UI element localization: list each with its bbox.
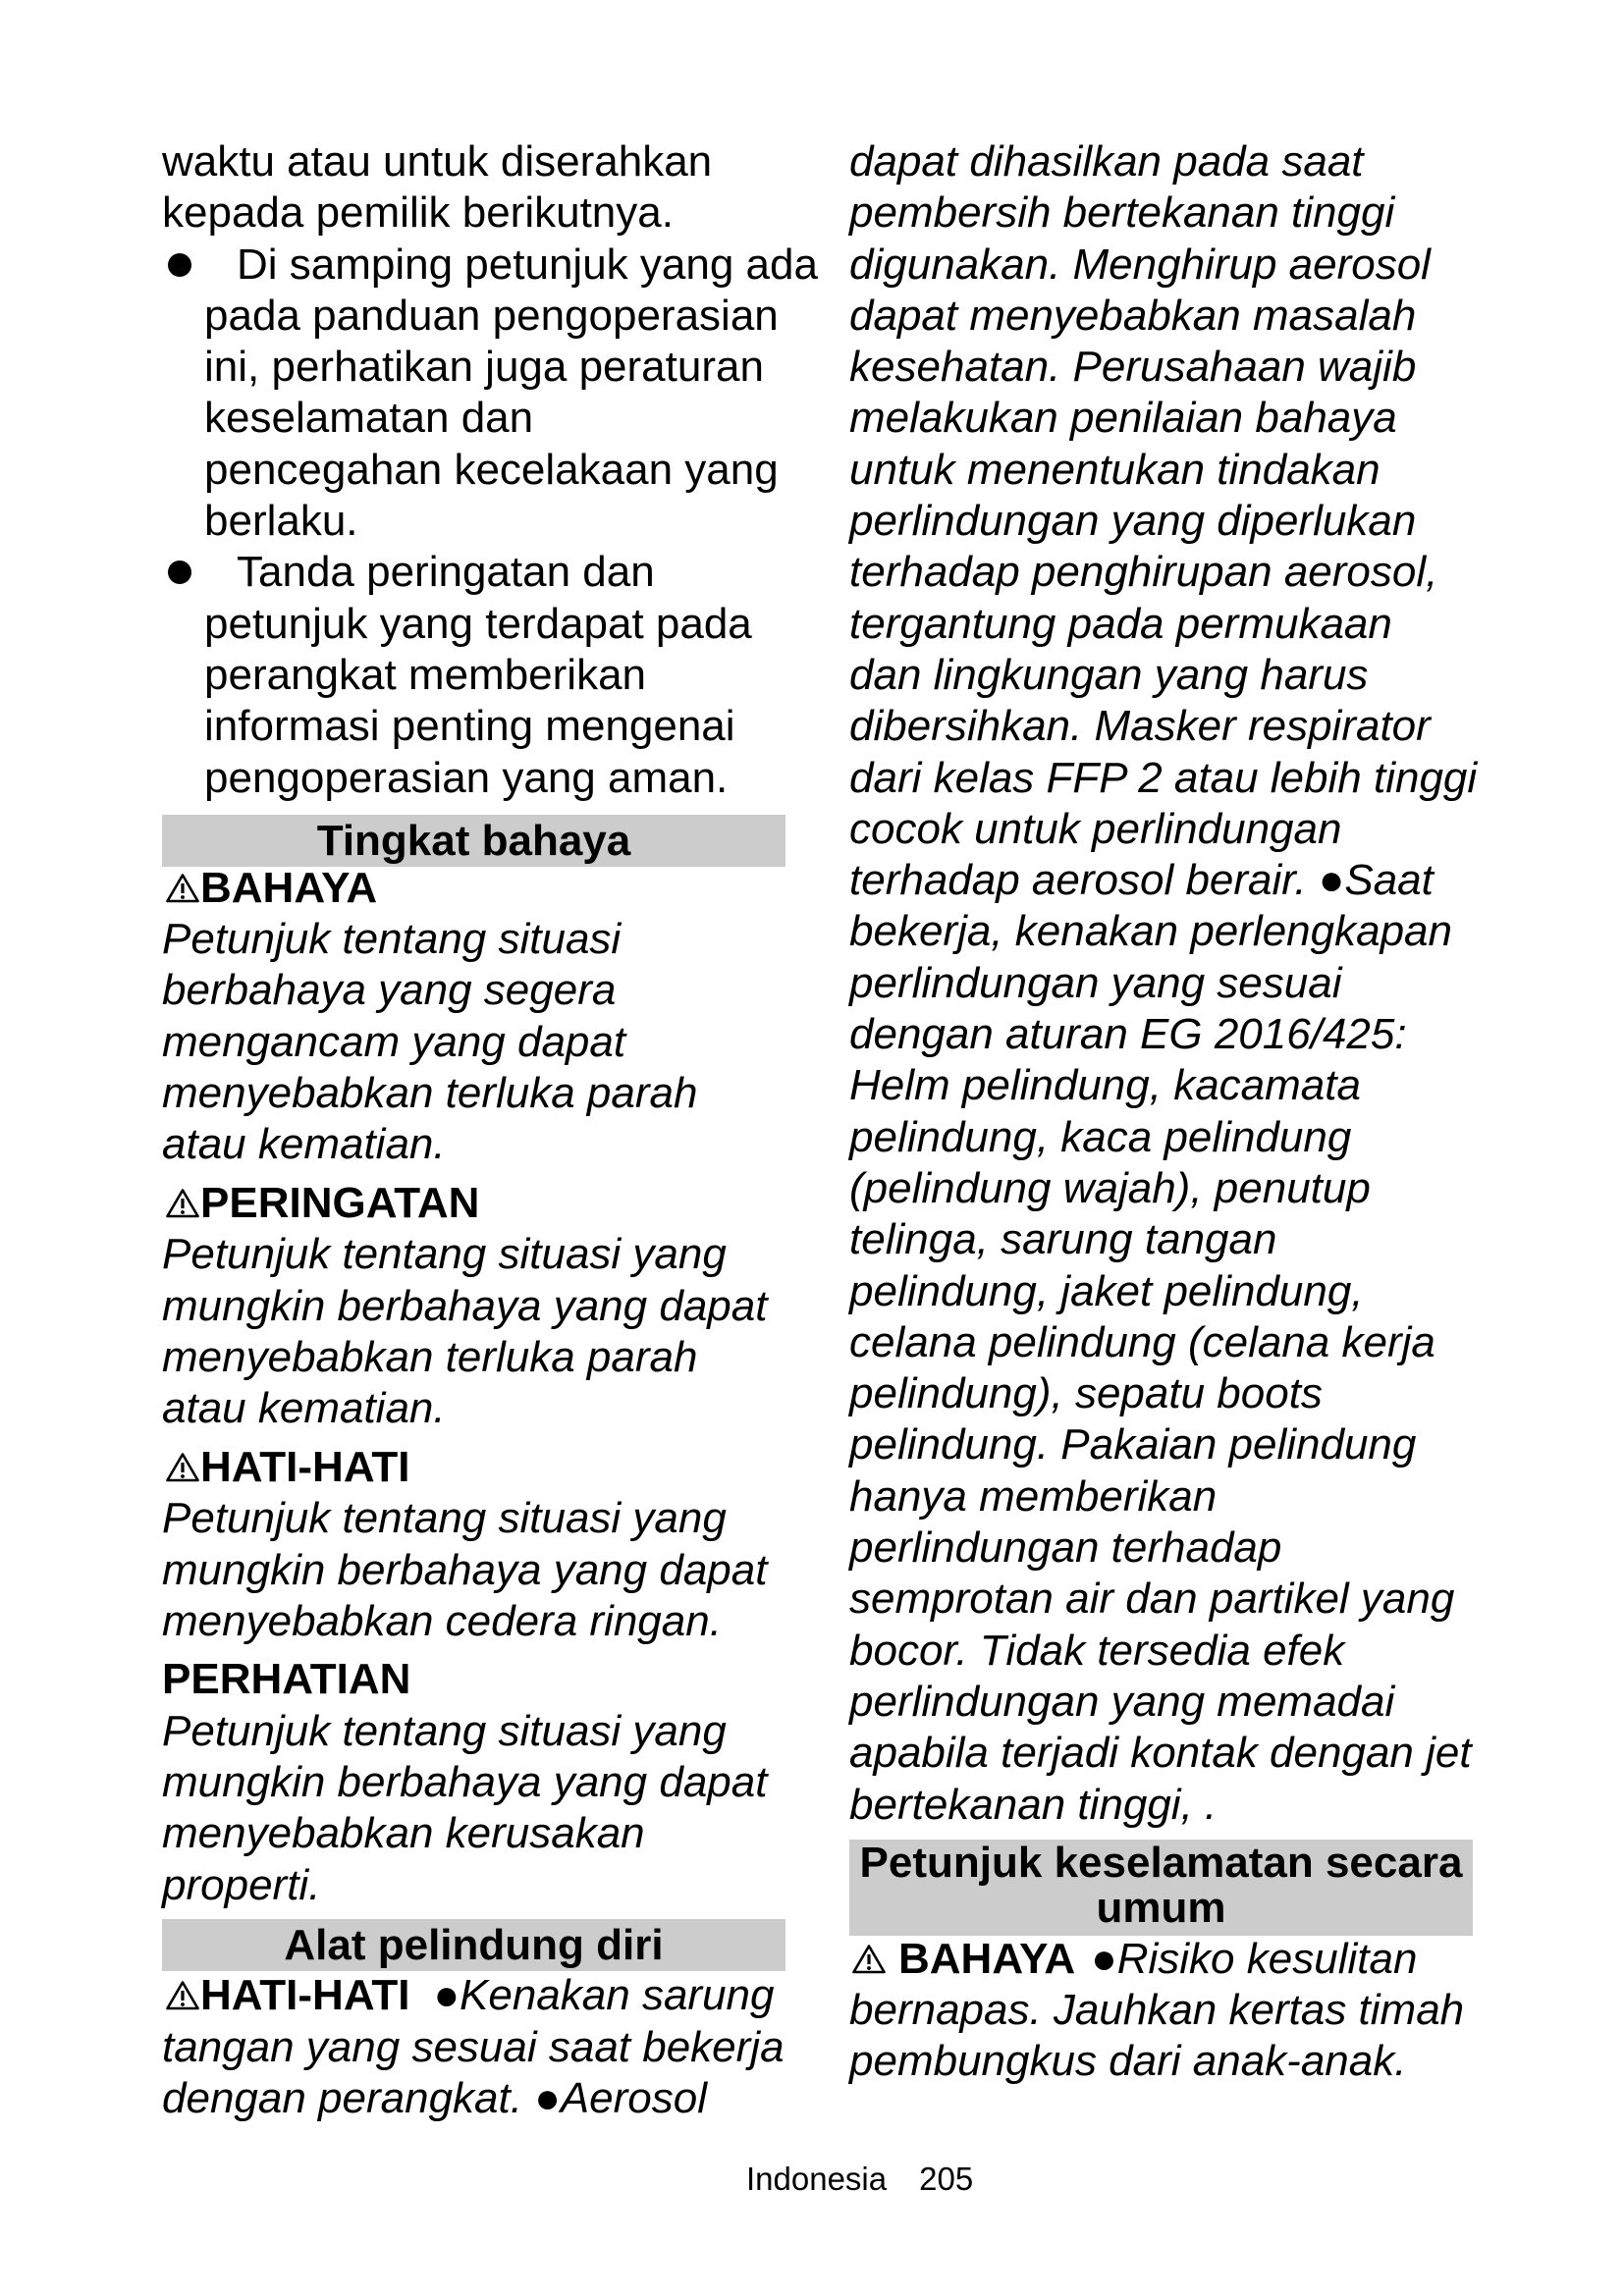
bullet-item (162, 240, 818, 548)
text-line: dengan aturan EG 2016/425: (849, 1010, 1407, 1059)
text-line: pada panduan pengoperasian (204, 291, 779, 340)
text-line: berbahaya yang segera (162, 966, 617, 1015)
warning-icon (166, 873, 199, 903)
text-line: pelindung, jaket pelindung, (849, 1266, 1364, 1315)
heading-line: umum (1096, 1883, 1226, 1932)
text: ●Risiko kesulitan (1091, 1934, 1418, 1983)
text-line: mungkin berbahaya yang dapat (162, 1281, 768, 1330)
text-line: perlindungan yang diperlukan (849, 497, 1417, 546)
warning-icon (166, 1188, 199, 1218)
label-text: HATI-HATI (200, 1971, 410, 2020)
text-line: melakukan penilaian bahaya (849, 394, 1397, 443)
text-line: mungkin berbahaya yang dapat (162, 1757, 768, 1806)
text-line: Petunjuk tentang situasi yang (162, 1494, 727, 1543)
left-column (162, 136, 818, 2124)
text-line: kesehatan. Perusahaan wajib (849, 343, 1417, 392)
text-line: informasi penting mengenai (204, 702, 735, 751)
right-column (849, 136, 1478, 2088)
text-line: mungkin berbahaya yang dapat (162, 1545, 768, 1594)
text-line: perlindungan yang sesuai (849, 958, 1342, 1007)
text-line: digunakan. Menghirup aerosol (849, 240, 1431, 289)
text-line: petunjuk yang terdapat pada (204, 599, 752, 648)
warning-icon (166, 1980, 199, 2010)
text-line: Petunjuk tentang situasi (162, 915, 622, 964)
text-line: mengancam yang dapat (162, 1017, 626, 1066)
hazard-label-caution (162, 1442, 785, 1493)
text: Di samping petunjuk yang ada (237, 240, 818, 289)
text: Tanda peringatan dan (237, 548, 655, 597)
hazard-label-warning (162, 1178, 785, 1229)
text-line: menyebabkan cedera ringan. (162, 1597, 722, 1646)
text-line: menyebabkan kerusakan (162, 1809, 645, 1858)
text-line: pencegahan kecelakaan yang (204, 445, 779, 494)
text-line: bertekanan tinggi, . (849, 1780, 1218, 1829)
text-line: celana pelindung (celana kerja (849, 1317, 1435, 1366)
heading-line: Petunjuk keselamatan secara (859, 1838, 1463, 1887)
text-line: dari kelas FFP 2 atau lebih tinggi (849, 753, 1478, 802)
text-line: hanya memberikan (849, 1471, 1218, 1521)
warning-icon (166, 1452, 199, 1482)
bullet-marker (168, 253, 191, 277)
text-line: waktu atau untuk diserahkan (162, 137, 713, 186)
text-line: pengoperasian yang aman. (204, 753, 729, 802)
text-line: pelindung), sepatu boots (849, 1369, 1323, 1418)
hazard-label-notice: PERHATIAN (162, 1655, 411, 1704)
text-line: bernapas. Jauhkan kertas timah (849, 1986, 1465, 2035)
text-line: terhadap aerosol berair. ●Saat (849, 856, 1434, 905)
text-line: tangan yang sesuai saat bekerja (162, 2022, 785, 2071)
section-heading-hazard-levels: Tingkat bahaya (162, 815, 785, 867)
text-line: bekerja, kenakan perlengkapan (849, 907, 1453, 956)
label-text: BAHAYA (200, 863, 378, 912)
text-line: untuk menentukan tindakan (849, 445, 1380, 494)
ppe-caution-line (162, 1970, 785, 2021)
general-danger-line (849, 1934, 1473, 1985)
text-line: Petunjuk tentang situasi yang (162, 1230, 727, 1279)
text-line: bocor. Tidak tersedia efek (849, 1626, 1345, 1675)
label-text: PERINGATAN (200, 1179, 480, 1228)
text-line: dibersihkan. Masker respirator (849, 702, 1431, 751)
text-line: kepada pemilik berikutnya. (162, 188, 674, 238)
text-line: cocok untuk perlindungan (849, 804, 1342, 853)
text-line: telinga, sarung tangan (849, 1215, 1277, 1264)
footer-language: Indonesia (746, 2161, 888, 2197)
section-heading-general-safety (849, 1840, 1473, 1936)
text-line: properti. (162, 1860, 321, 1909)
text-line: perangkat memberikan (204, 650, 647, 699)
page-number: 205 (919, 2161, 974, 2197)
text-line: perlindungan yang memadai (849, 1677, 1395, 1726)
text-line: apabila terjadi kontak dengan jet (849, 1729, 1472, 1778)
bullet-line (162, 240, 818, 291)
text-line: Petunjuk tentang situasi yang (162, 1706, 727, 1755)
text-line: terhadap penghirupan aerosol, (849, 548, 1438, 597)
label-text: HATI-HATI (200, 1443, 410, 1492)
text-line: berlaku. (204, 497, 358, 546)
text-line: dapat menyebabkan masalah (849, 291, 1417, 340)
text-line: perlindungan terhadap (849, 1523, 1282, 1573)
text-line: ini, perhatikan juga peraturan (204, 343, 764, 392)
text-line: Helm pelindung, kacamata (849, 1061, 1361, 1110)
text-line: dengan perangkat. ●Aerosol (162, 2073, 707, 2122)
text-line: pelindung. Pakaian pelindung (849, 1420, 1417, 1469)
text-line: pembungkus dari anak-anak. (849, 2037, 1407, 2086)
text-line: semprotan air dan partikel yang (849, 1575, 1455, 1624)
text-line: menyebabkan terluka parah (162, 1333, 698, 1382)
hazard-label-danger (162, 863, 785, 914)
text-line: dan lingkungan yang harus (849, 650, 1369, 699)
text-line: tergantung pada permukaan (849, 599, 1392, 648)
text-line: (pelindung wajah), penutup (849, 1163, 1371, 1212)
text-line: pembersih bertekanan tinggi (849, 188, 1395, 238)
bullet-line (162, 547, 785, 598)
section-heading-ppe: Alat pelindung diri (162, 1919, 785, 1971)
label-text: BAHAYA (898, 1934, 1076, 1983)
text-line: atau kematian. (162, 1384, 446, 1433)
text-line: dapat dihasilkan pada saat (849, 137, 1364, 186)
text: ●Kenakan sarung (433, 1971, 775, 2020)
text-line: pelindung, kaca pelindung (849, 1112, 1352, 1161)
text-line: menyebabkan terluka parah (162, 1069, 698, 1118)
bullet-item (162, 547, 785, 803)
text-line: atau kematian. (162, 1120, 446, 1169)
page-footer (746, 2160, 973, 2199)
warning-icon (852, 1944, 886, 1974)
bullet-marker (168, 561, 191, 584)
text-line: keselamatan dan (204, 394, 534, 443)
